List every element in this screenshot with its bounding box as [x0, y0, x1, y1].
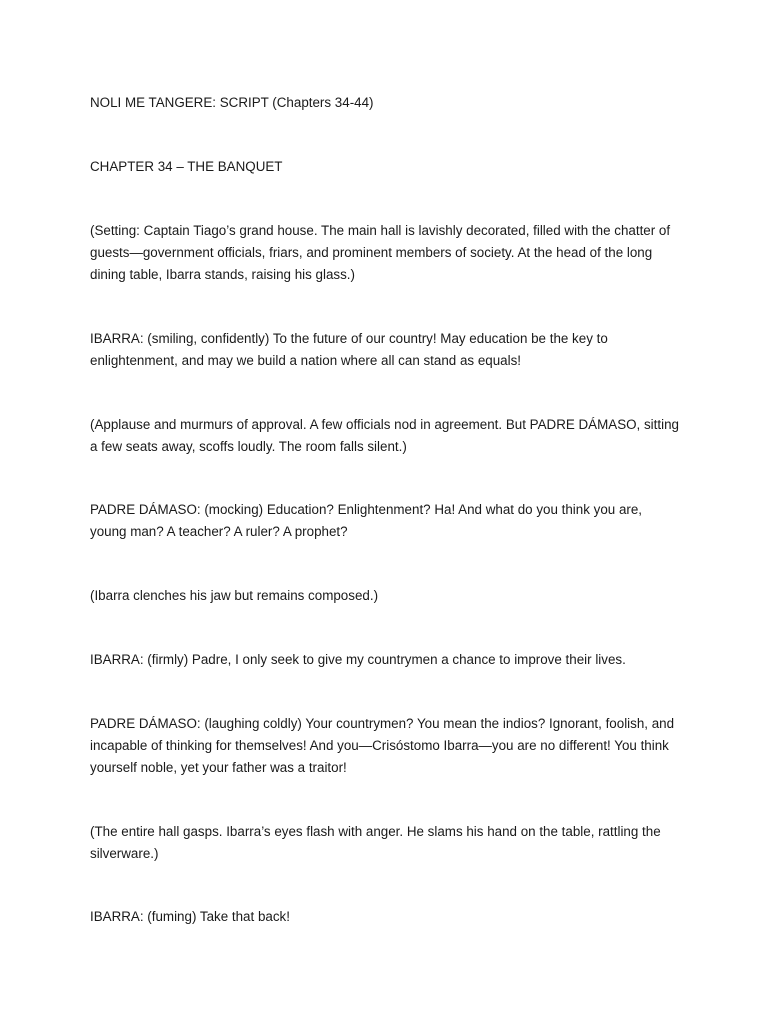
chapter-heading: CHAPTER 34 – THE BANQUET	[90, 159, 283, 174]
document-title: NOLI ME TANGERE: SCRIPT (Chapters 34-44)	[90, 95, 374, 110]
stage-direction-setting: (Setting: Captain Tiago’s grand house. The main hall is lavishly decorated, filled with the chatter of guests—government officials, friars, and prominent members of society. At the head of the long dining table, Ibarra stands, raising his glass.)	[90, 223, 671, 282]
stage-direction-hall-gasps: (The entire hall gasps. Ibarra’s eyes flash with anger. He slams his hand on the table, rattling the silverware.)	[90, 824, 661, 861]
stage-direction-applause: (Applause and murmurs of approval. A few officials nod in agreement. But PADRE DÁMASO, sitting a few seats away, scoffs loudly. The room falls silent.)	[90, 417, 679, 454]
dialogue-damaso-laughing: PADRE DÁMASO: (laughing coldly) Your countrymen? You mean the indios? Ignorant, foolish, and incapable of thinking for themselves! And you—Crisóstomo Ibarra—you are no different! You think yourself noble, yet your father was a traitor!	[90, 716, 675, 775]
dialogue-ibarra-fuming: IBARRA: (fuming) Take that back!	[90, 909, 290, 924]
dialogue-damaso-mocking: PADRE DÁMASO: (mocking) Education? Enlightenment? Ha! And what do you think you are, young man? A teacher? A ruler? A prophet?	[90, 502, 643, 539]
dialogue-ibarra-toast: IBARRA: (smiling, confidently) To the future of our country! May education be the key to enlightenment, and may we build a nation where all can stand as equals!	[90, 331, 608, 368]
stage-direction-ibarra-composed: (Ibarra clenches his jaw but remains composed.)	[90, 588, 379, 603]
dialogue-ibarra-firmly: IBARRA: (firmly) Padre, I only seek to give my countrymen a chance to improve their lives.	[90, 652, 626, 667]
